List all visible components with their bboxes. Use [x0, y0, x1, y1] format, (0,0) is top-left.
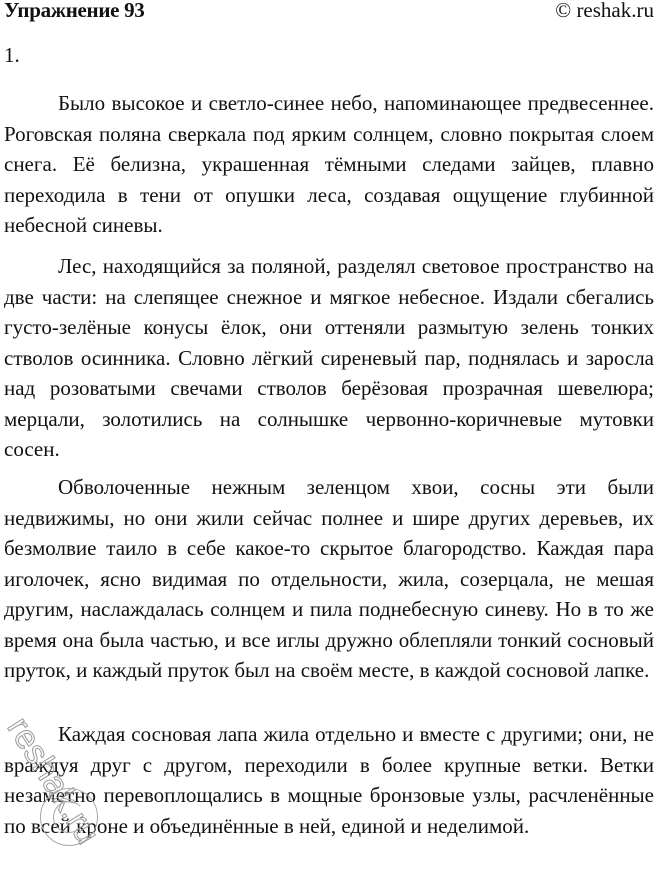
exercise-title: Упражнение 93: [4, 0, 145, 22]
page-header: [0, 0, 658, 26]
site-credit: © reshak.ru: [555, 0, 654, 22]
paragraph-3: Обволоченные нежным зеленцом хвои, сосны эти были недвижимы, но они жили сейчас полнее и шире других деревьев, их безмолвие таило в себе какое-то скрытое благородство. Каждая пара иголочек, ясно видимая по отдельности, жила, созерцала, не мешая другим, наслаждалась солнцем и пила поднебесную синеву. Но в то же время она была частью, и все иглы дружно облепляли тонкий сосновый пруток, и каждый пруток был на своём месте, в каждой сосновой лапке.: [4, 475, 654, 682]
watermark-text: reshak.ru: [0, 710, 107, 851]
paragraph-2: Лес, находящийся за поляной, разделял световое пространство на две части: на слепящее снежное и мягкое небесное. Издали сбегались густо-зелёные конусы ёлок, они оттеняли размытую зелень тонких стволов осинника. Словно лёгкий сиреневый пар, поднялась и заросла над розоватыми свечами стволов берёзовая прозрачная шевелюра; мерцали, золотились на солнышке червонно-коричневые мутовки сосен.: [4, 254, 654, 461]
paragraph-1: Было высокое и светло-синее небо, напоминающее предвесеннее. Роговская поляна сверкала под ярким солнцем, словно покрытая слоем снега. Её белизна, украшенная тёмными следами зайцев, плавно переходила в тени от опушки леса, создавая ощущение глубинной небесной синевы.: [4, 91, 654, 237]
task-number: 1.: [4, 43, 20, 67]
paragraph-4: Каждая сосновая лапа жила отдельно и вместе с другими; они, не враждуя друг с другом, переходили в более крупные ветки. Ветки незаметно перевоплощались в мощные бронзовые узлы, расчленённые по всей кроне и объединённые в ней, единой и неделимой.: [4, 722, 654, 838]
